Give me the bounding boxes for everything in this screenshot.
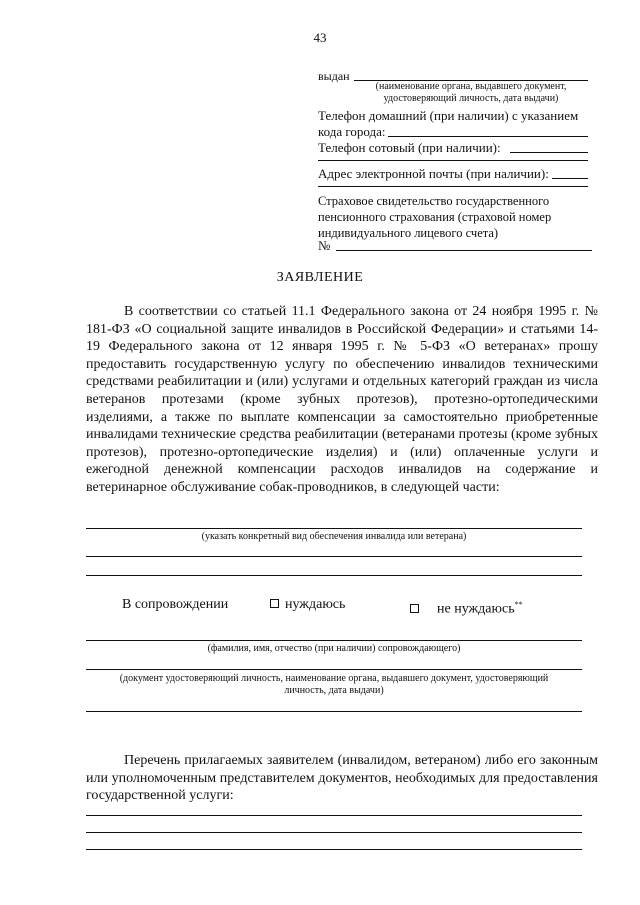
issued-caption-2: удостоверяющий личность, дата выдачи) xyxy=(383,93,559,104)
documents-line-3[interactable] xyxy=(86,849,582,850)
mobile-phone-line-2[interactable] xyxy=(318,160,588,161)
insurance-label-2: пенсионного страхования (страховой номер xyxy=(318,210,552,224)
issued-label: выдан xyxy=(318,69,350,83)
escort-name-line[interactable] xyxy=(86,640,582,641)
email-line-2[interactable] xyxy=(318,186,588,187)
escort-label: В сопровождении xyxy=(122,597,229,612)
mobile-phone-label: Телефон сотовый (при наличии): xyxy=(318,140,501,155)
checkbox-need[interactable] xyxy=(270,599,279,608)
document-title: ЗАЯВЛЕНИЕ xyxy=(276,270,364,285)
insurance-number-label: № xyxy=(318,238,331,253)
home-phone-label-1: Телефон домашний (при наличии) с указанием xyxy=(318,108,579,123)
escort-need-label: нуждаюсь xyxy=(285,597,346,612)
mobile-phone-line[interactable] xyxy=(510,152,588,153)
escort-document-line-2[interactable] xyxy=(86,711,582,712)
insurance-label-1: Страховое свидетельство государственного xyxy=(318,194,550,208)
email-line[interactable] xyxy=(552,178,588,179)
insurance-label-3: индивидуального лицевого счета) xyxy=(318,226,499,240)
checkbox-no-need[interactable] xyxy=(410,604,419,613)
provision-line-3[interactable] xyxy=(86,575,582,576)
escort-document-caption-1: (документ удостоверяющий личность, наименование органа, выдавшего документ, удостоверяющий xyxy=(119,673,549,684)
documents-line-1[interactable] xyxy=(86,815,582,816)
home-phone-line[interactable] xyxy=(388,136,588,137)
escort-document-caption-2: личность, дата выдачи) xyxy=(284,685,384,696)
home-phone-label-2: кода города: xyxy=(318,124,386,139)
escort-name-caption: (фамилия, имя, отчество (при наличии) сопровождающего) xyxy=(207,643,461,654)
email-label: Адрес электронной почты (при наличии): xyxy=(318,166,549,181)
page-number: 43 xyxy=(313,30,327,45)
insurance-number-line[interactable] xyxy=(336,250,592,251)
main-paragraph: В соответствии со статьей 11.1 Федерального закона от 24 ноября 1995 г. № 181-ФЗ «О социальной защите инвалидов в Российской Федерации» и статьями 14-19 Федерального закона от 12 января 1995 г. № 5-ФЗ «О ветеранах» прошу предоставить государственную услугу по обеспечению инвалидов техническими средствами реабилитации и (или) услугами и отдельных категорий граждан из числа ветеранов протезами (кроме зубных протезов), протезно-ортопедическими изделиями, а также по выплате компенсации за самостоятельно приобретенные инвалидами технические средства реабилитации (ветеранами протезы (кроме зубных протезов), протезно-ортопедические изделия) и (или) оплаченные услуги и ежегодной денежной компенсации расходов инвалидов на содержание и ветеринарное обслуживание собак-проводников, в следующей части: xyxy=(86,304,598,495)
footnote-mark: ** xyxy=(514,600,523,609)
documents-paragraph: Перечень прилагаемых заявителем (инвалидом, ветераном) либо его законным или уполномоченным представителем документов, необходимых для предоставления государственной услуги: xyxy=(86,753,598,803)
escort-option-need[interactable] xyxy=(270,597,345,613)
provision-line-2[interactable] xyxy=(86,556,582,557)
provision-caption: (указать конкретный вид обеспечения инвалида или ветерана) xyxy=(201,531,467,542)
provision-line-1[interactable] xyxy=(86,528,582,529)
escort-no-need-label: не нуждаюсь xyxy=(437,601,515,617)
escort-document-line[interactable] xyxy=(86,669,582,670)
documents-line-2[interactable] xyxy=(86,832,582,833)
issued-caption-1: (наименование органа, выдавшего документ, xyxy=(375,81,567,92)
escort-option-no-need[interactable] xyxy=(410,597,523,618)
